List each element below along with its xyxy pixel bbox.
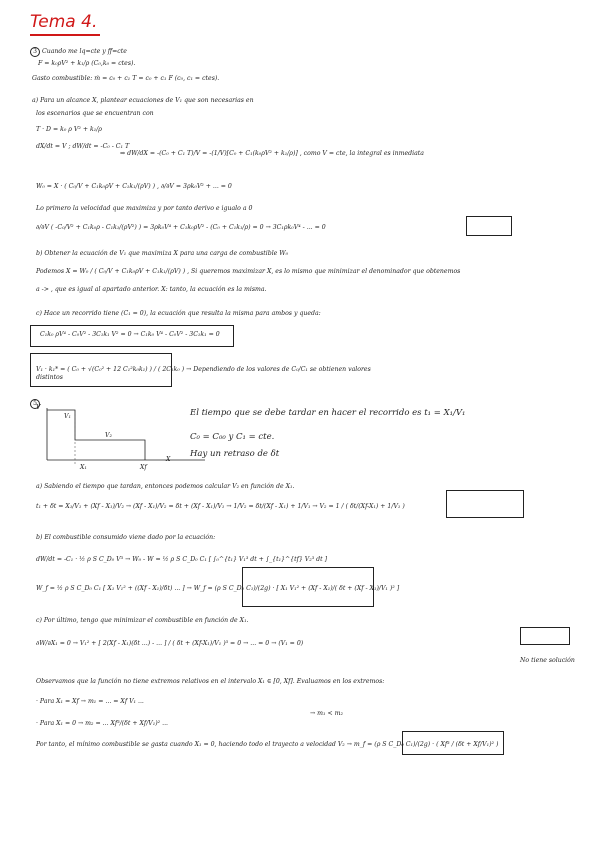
section1-line: Lo primero la velocidad que maximiza y por tanto derivo e igualo a 0 — [36, 205, 253, 212]
result-box — [402, 731, 504, 755]
velocity-diagram — [35, 402, 215, 472]
section1-line: dX/dt = V ; dW/dt = -C₀ - C₁ T — [36, 143, 130, 150]
section1-line: Podemos X = W₀ / ( C₀/V + C₁k₀ρV + C₁k₁/(ρV) ) , Si queremos maximizar X, es lo mismo que minimizar el denominador que obtenemos — [36, 268, 461, 275]
min-note: → m₁ < m₂ — [310, 710, 343, 717]
result-box — [242, 567, 374, 607]
result-box — [520, 627, 570, 645]
section1-header — [30, 47, 127, 57]
diagram-xf-label: Xf — [140, 464, 147, 471]
section2-line: Observamos que la función no tiene extremos relativos en el intervalo X₁ ∈ [0, Xf]. Evaluamos en los extremos: — [36, 678, 385, 685]
diagram-v2-label: V₂ — [105, 432, 112, 439]
diagram-v1-label: V₁ — [64, 413, 71, 420]
section2-line: c) Por último, tengo que minimizar el combustible en función de X₁. — [36, 617, 249, 624]
section2-note: Hay un retraso de δt — [190, 449, 280, 459]
section1-line: V₁ · k₁* = ( C₀ + √(C₀² + 12 C₁²k₀k₁) ) / ( 2C₁k₀ ) → Dependiendo de los valores de C₀/C₁ se obtienen valores distintos — [36, 366, 371, 381]
section2-line: b) El combustible consumido viene dado por la ecuación: — [36, 534, 216, 541]
section1-line: Cuando me lq=cte y ff=cte — [42, 48, 127, 55]
section2-line: · Para X₁ = 0 → m₂ = ... Xf³/(δt + Xf/V₁)² ... — [36, 720, 169, 727]
section1-line: W₀ = X · ( C₀/V + C₁k₀ρV + C₁k₁/(ρV) ) , ∂/∂V = 3ρk₀V² + ... = 0 — [36, 183, 232, 190]
section2-line: W_f = ½ ρ S C_D₀ C₁ [ X₁ V₁² + ((Xf - X₁)/δt) ... ] → W_f = (ρ S C_D₀ C₁)/(2g) · [ X₁ V₁² + (Xf - X₁)/( δt + (Xf - X₁)/V₁ )² ] — [36, 585, 400, 592]
section1-line: T · D = k₀ ρ V² + k₁/ρ — [36, 126, 102, 133]
section2-line: Por tanto, el mínimo combustible se gasta cuando X₁ = 0, haciendo todo el trayecto a velocidad V₂ → m_f = (ρ S C_D₀ C₁)/(2g) · ( Xf³ / (δt + Xf/V₁)² ) — [36, 741, 499, 748]
section1-line: los escenarios que se encuentran con — [36, 110, 154, 117]
section1-line: C₁k₀ ρV⁴ - C₀V² - 3C₁k₁ V² = 0 → C₁k₀ V⁴ - C₀V² - 3C₁k₁ = 0 — [40, 331, 220, 338]
section1-line: ∂/∂V ( -C₀/V² + C₁k₀ρ - C₁k₁/(ρV²) ) = 3ρk₀V⁴ + C₁k₀ρV² - (C₀ + C₁k₁/ρ) = 0 → 3C₁ρk₀V⁴ - ... = 0 — [36, 224, 326, 231]
section2-note: C₀ = C₀₀ y C₁ = cte. — [190, 432, 275, 442]
section1-line: a) Para un alcance X, plantear ecuaciones de V₁ que son necesarias en — [32, 97, 254, 104]
section2-line: t₁ + δt = X₁/V₁ + (Xf - X₁)/V₂ → (Xf - X₁)/V₂ = δt + (Xf - X₁)/V₁ → 1/V₂ = δt/(Xf - X₁) + 1/V₁ → V₂ = 1 / ( δt/(Xf-X₁) + 1/V₁ ) — [36, 503, 405, 510]
section1-line: F = k₀ρV² + k₁/ρ (C₀,k₀ = ctes). — [38, 60, 136, 67]
section1-line: a -> , que es igual al apartado anterior. X: tanto, la ecuación es la misma. — [36, 286, 267, 293]
section1-line: c) Hace un recorrido tiene (C₁ = 0), la ecuación que resulta la misma para ambos y queda: — [36, 310, 321, 317]
section2-note: El tiempo que se debe tardar en hacer el recorrido es t₁ = X₁/V₁ — [190, 408, 466, 418]
title-underline — [30, 34, 100, 36]
section1-number: 3 — [30, 47, 40, 57]
diagram-axis-v: V — [36, 404, 41, 411]
section2-line: a) Sabiendo el tiempo que tardan, entonces podemos calcular V₂ en función de X₁. — [36, 483, 295, 490]
section2-line: ∂W/∂X₁ = 0 → V₁² + [ 2(Xf - X₁)(δt ...) - ... ] / ( δt + (Xf-X₁)/V₁ )³ = 0 → ... = 0 → (V₁ = 0) — [36, 640, 304, 647]
result-box — [466, 216, 512, 236]
no-solution-note: No tiene solución — [520, 657, 575, 664]
result-box — [446, 490, 524, 518]
section2-number: 5 — [30, 399, 40, 409]
diagram-x1-label: X₁ — [80, 464, 87, 471]
diagram-axis-x: X — [166, 456, 171, 463]
page-title: Tema 4. — [30, 12, 98, 32]
section1-line: ⇒ dW/dX = -(C₀ + C₁ T)/V = -(1/V)[C₀ + C₁(k₀ρV² + k₁/ρ)] , como V = cte, la integral es inmediata — [120, 150, 424, 157]
section1-line: Gasto combustible: ṁ = c₀ + c₁ T = c₀ + c₁ F (c₀, c₁ = ctes). — [32, 75, 220, 82]
section2-line: dW/dt = -C₁ · ½ ρ S C_D₀ V³ → W₀ - W = ½ ρ S C_D₀ C₁ [ ∫₀^{t₁} V₁³ dt + ∫_{t₁}^{tf} V₂³ dt ] — [36, 556, 328, 563]
section2-line: · Para X₁ = Xf → m₁ = ... = Xf V₁ ... — [36, 698, 144, 705]
section1-line: b) Obtener la ecuación de V₁ que maximiza X para una carga de combustible W₀ — [36, 250, 289, 257]
